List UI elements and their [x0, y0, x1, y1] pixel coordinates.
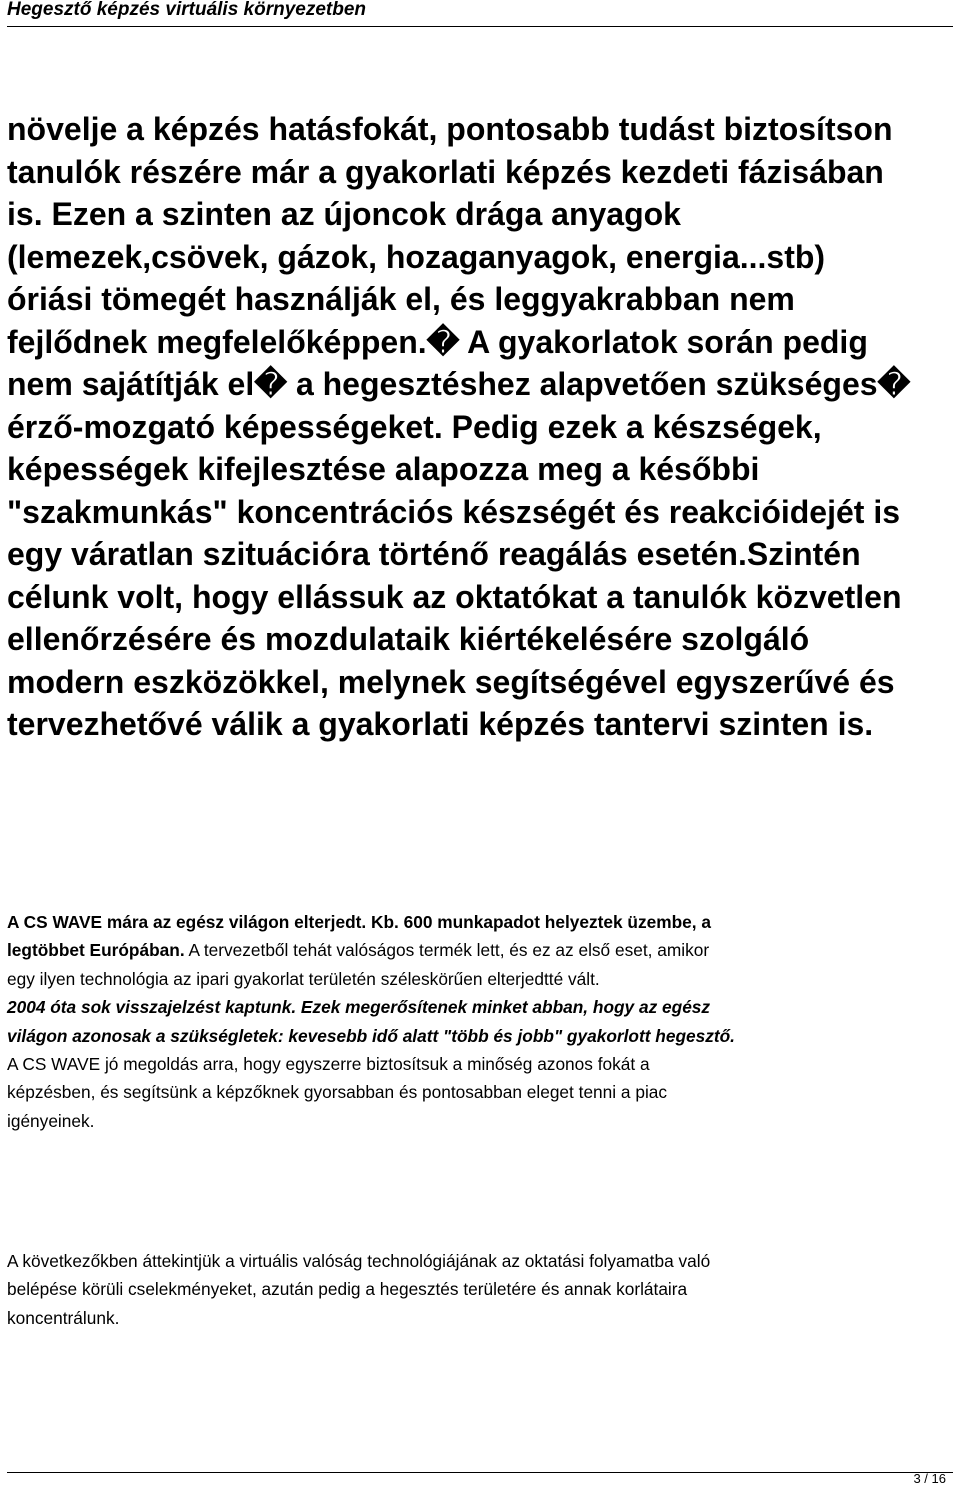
- main-paragraph-line: ellenőrzésére és mozdulataik kiértékelésére szolgáló: [7, 621, 810, 657]
- main-paragraph-line: tervezhetővé válik a gyakorlati képzés tantervi szinten is.: [7, 706, 874, 742]
- cs-wave-line: képzésben, és segítsünk a képzőknek gyorsabban és pontosabban eleget tenni a piac: [7, 1082, 668, 1103]
- cs-wave-line: A CS WAVE mára az egész világon elterjedt. Kb. 600 munkapadot helyeztek üzembe, a: [7, 912, 711, 932]
- main-paragraph-line: érző-mozgató képességeket. Pedig ezek a készségek,: [7, 408, 822, 445]
- main-paragraph-line: modern eszközökkel, melynek segítségével egyszerűvé és: [7, 663, 895, 700]
- cs-wave-line: [7, 936, 955, 964]
- main-paragraph: [7, 108, 955, 746]
- cs-wave-line: A CS WAVE jó megoldás arra, hogy egyszerre biztosítsuk a minőség azonos fokát a: [7, 1054, 650, 1075]
- main-paragraph-line: célunk volt, hogy ellássuk az oktatókat a tanulók közvetlen: [7, 578, 902, 615]
- cs-wave-line: egy ilyen technológia az ipari gyakorlat területén széleskörűen elterjedtté vált.: [7, 968, 600, 989]
- main-paragraph-line: egy váratlan szituációra történő reagálás esetén.Szintén: [7, 536, 861, 572]
- cs-wave-feedback-line: 2004 óta sok visszajelzést kaptunk. Ezek megerősítenek minket abban, hogy az egész: [7, 997, 711, 1018]
- main-paragraph-line: is. Ezen a szinten az újoncok drága anyagok: [7, 196, 681, 232]
- main-paragraph-line: tanulók részére már a gyakorlati képzés kezdeti fázisában: [7, 153, 884, 190]
- page-header: [7, 0, 953, 27]
- main-paragraph-line: nem sajátítják el� a hegesztéshez alapvetően szükséges�: [7, 366, 911, 402]
- main-paragraph-line: "szakmunkás" koncentrációs készségét és reakcióidejét is: [7, 493, 901, 530]
- page-number: 3 / 16: [913, 1471, 946, 1486]
- closing-paragraph-line: A következőkben áttekintjük a virtuális valóság technológiájának az oktatási folyamatba való: [7, 1251, 711, 1271]
- footer-divider: [7, 1472, 953, 1473]
- main-paragraph-line: növelje a képzés hatásfokát, pontosabb tudást biztosítson: [7, 111, 893, 147]
- main-paragraph-line: fejlődnek megfelelőképpen.� A gyakorlatok során pedig: [7, 323, 868, 360]
- closing-paragraph: [7, 1247, 955, 1332]
- main-paragraph-line: (lemezek,csövek, gázok, hozaganyagok, energia...stb): [7, 238, 826, 275]
- cs-wave-bold-text: legtöbbet Európában.: [7, 940, 185, 961]
- main-paragraph-line: óriási tömegét használják el, és leggyakrabban nem: [7, 281, 795, 317]
- header-title: Hegesztő képzés virtuális környezetben: [7, 0, 367, 20]
- cs-wave-line: igényeinek.: [7, 1110, 95, 1131]
- closing-paragraph-line: koncentrálunk.: [7, 1307, 120, 1328]
- cs-wave-text: A tervezetből tehát valóságos termék lett, és ez az első eset, amikor: [184, 940, 710, 961]
- cs-wave-section: [7, 908, 955, 1135]
- main-paragraph-line: képességek kifejlesztése alapozza meg a későbbi: [7, 451, 760, 487]
- cs-wave-feedback-line: világon azonosak a szükségletek: kevesebb idő alatt "több és jobb" gyakorlott hegesztő.: [7, 1025, 735, 1046]
- closing-paragraph-line: belépése körüli cselekményeket, azután pedig a hegesztés területére és annak korlátaira: [7, 1279, 688, 1300]
